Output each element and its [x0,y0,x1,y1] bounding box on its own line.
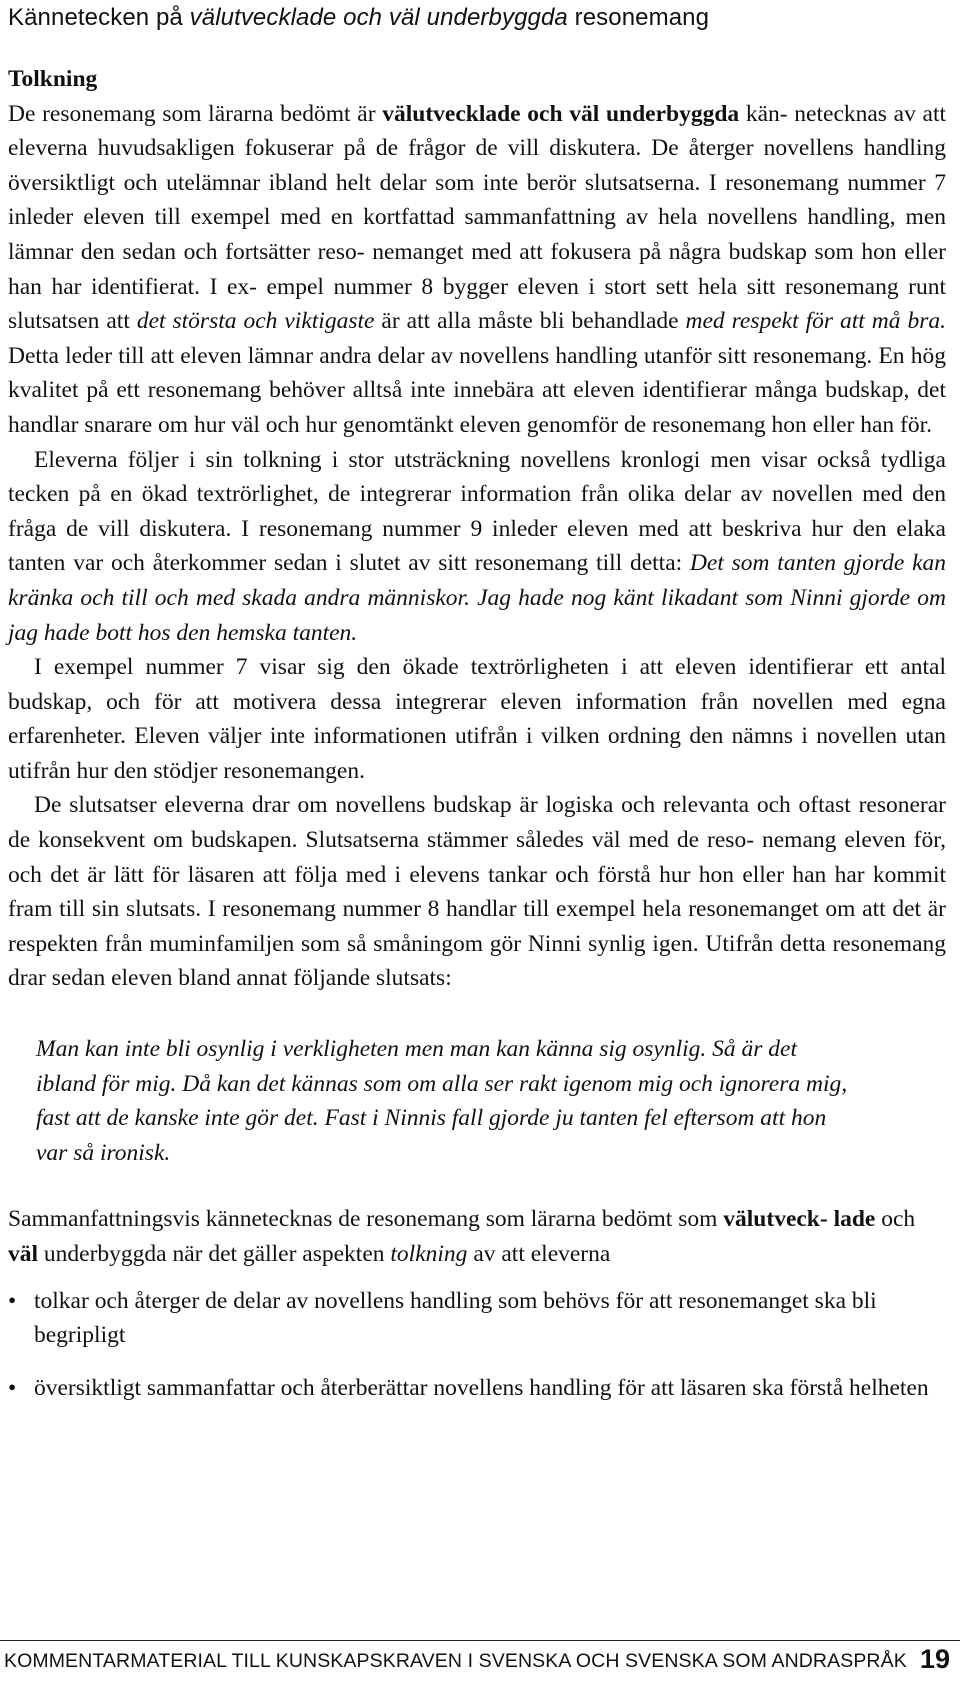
bullet-icon: • [8,1287,17,1314]
page-title-part: Kännetecken på [8,4,190,31]
text-run: Detta leder till att eleven lämnar andra delar av novellens handling utanför sitt resonemang. En hög kvalitet på ett resonemang behöver alltså inte innebära att eleven identifierar många budskap, det handlar snarare om hur väl och hur genomtänkt eleven genomför de resonemang hon eller han för. [8,342,946,438]
paragraph-2 [8,443,946,651]
list-item-text: översiktligt sammanfattar och återberättar novellens handling för att läsaren ska förstå helheten [34,1374,929,1401]
bold-text-run: välutveck- lade [723,1206,876,1233]
text-run: och [875,1206,916,1233]
bold-text-run: välutvecklade och väl underbyggda [382,100,740,127]
paragraph-1 [8,97,946,443]
bullet-list [8,1284,946,1406]
list-item [8,1284,946,1353]
text-run: av att eleverna [467,1241,611,1267]
footer-divider [0,1640,960,1641]
italic-text-run: det största och viktigaste [136,308,375,335]
page-number: 19 [919,1644,950,1674]
paragraph-4: De slutsatser eleverna drar om novellens budskap är logiska och relevanta och oftast resonerar de konsekvent om budskapen. Slutsatserna stämmer således väl med de reso- nemang eleven för, och det är lätt för läsaren att följa med i elevens tankar och förstå hur hon eller han har kommit fram till sin slutsats. I resonemang nummer 8 handlar till exempel hela resonemanget om att det är respekten från muminfamiljen som så småningom gör Ninni synlig igen. Utifrån detta resonemang drar sedan eleven bland annat följande slutsats: [8,792,946,992]
paragraph-3: I exempel nummer 7 visar sig den ökade textrörligheten i att eleven identifierar ett antal budskap, och för att motivera dessa integrerar eleven information från novellen med egna erfarenheter. Eleven väljer inte informationen utifrån i vilken ordning den nämns i novellen utan utifrån hur den stödjer resonemangen. [8,654,946,784]
text-run: underbyggda när det gäller aspekten [38,1241,391,1267]
footer-title: KOMMENTARMATERIAL TILL KUNSKAPSKRAVEN I SVENSKA OCH SVENSKA SOM ANDRASPRÅK [4,1650,907,1672]
bold-text-run: väl [8,1241,39,1267]
italic-text-run: tolkning [390,1241,468,1267]
main-content [8,62,946,1423]
italic-text-run: Det som tanten gjorde kan kränka och till och med skada andra människor. Jag hade nog känt likadant som Ninni gjorde om jag hade bott hos den hemska tanten. [8,550,946,646]
section-subheading: Tolkning [8,66,98,92]
text-run: De resonemang som lärarna bedömt är [8,100,383,127]
text-run: är att alla måste bli behandlade [374,308,686,335]
list-item-text: tolkar och återger de delar av novellens handling som behövs för att resonemanget ska bli begripligt [34,1287,877,1349]
list-item [8,1371,946,1406]
page-title [8,2,709,34]
italic-text-run: med respekt för att må bra. [685,308,947,335]
summary-paragraph [8,1202,946,1271]
page-title-part: resonemang [567,4,710,31]
text-run: Eleverna följer i sin tolkning i stor utsträckning novellens kronlogi men visar också tydliga tecken på en ökad textrörlighet, de integrerar information från olika delar av novellen med den fråga de vill diskutera. I resonemang nummer 9 inleder eleven med att beskriva hur den elaka tanten var och återkommer sedan i slutet av sitt resonemang till detta: [8,446,946,577]
text-run: Sammanfattningsvis kännetecknas de resonemang som lärarna bedömt som [8,1206,724,1233]
bullet-icon: • [8,1374,17,1401]
page-title-italic: välutvecklade och väl underbyggda [189,4,568,31]
block-quote: Man kan inte bli osynlig i verkligheten men man kan känna sig osynlig. Så är det ibland för mig. Då kan det kännas som om alla ser rakt igenom mig och ignorera mig, fast att de kanske inte gör det. Fast i Ninnis fall gjorde ju tanten fel eftersom att hon var så ironisk. [36,1036,848,1166]
text-run: kän- netecknas av att eleverna huvudsakligen fokuserar på de frågor de vill diskutera. De återger novellens handling översiktligt och utelämnar ibland helt delar som inte berör slutsatserna. I resonemang nummer 7 inleder eleven till exempel med en kortfattad sammanfattning av hela novellens handling, men lämnar den sedan och fortsätter reso- nemanget med att fokusera på några budskap som hon eller han har identifierat. I ex- empel nummer 8 bygger eleven i stort sett hela sitt resonemang runt slutsatsen att [8,100,946,335]
